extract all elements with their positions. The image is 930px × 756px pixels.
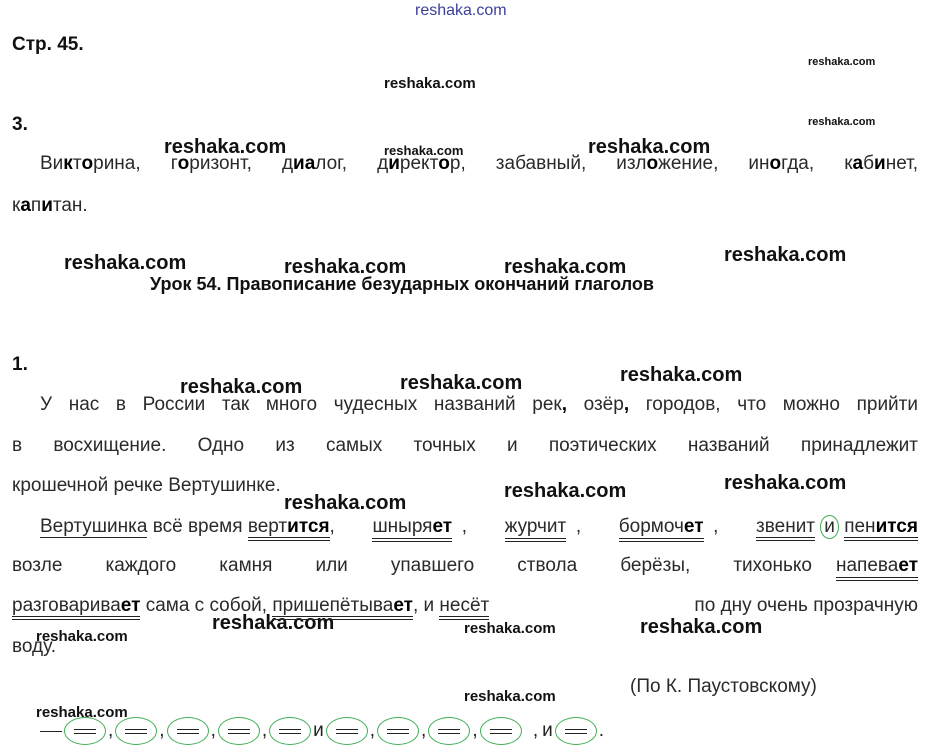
text-fragment: возле каждого камня или упавшего ствола берёзы, тихонько	[12, 555, 812, 576]
text-fragment: Ви	[40, 153, 64, 174]
line-6-start: разговаривает сама с собой, пришепётывает, и несёт	[12, 595, 489, 617]
predicate-oval	[64, 717, 106, 745]
watermark: reshaka.com	[36, 704, 128, 721]
exercise-1-line-2	[12, 435, 918, 457]
watermark: reshaka.com	[36, 628, 128, 645]
bold-letter: а	[852, 153, 864, 174]
exercise-3-line-1	[40, 153, 918, 175]
watermark: reshaka.com	[504, 256, 627, 278]
subject-dash	[40, 731, 62, 732]
line-4-end	[756, 515, 918, 539]
predicate-oval	[555, 717, 597, 745]
watermark: reshaka.com	[724, 472, 847, 494]
bold-letter: а	[20, 195, 31, 216]
watermark: reshaka.com	[64, 252, 187, 274]
watermark: reshaka.com	[384, 143, 464, 158]
text-fragment: жение, ин	[658, 153, 770, 174]
text-fragment: всё время	[147, 516, 248, 537]
exercise-1-line-3: крошечной речке Вертушинке.	[12, 475, 281, 496]
predicate-vertitsya: вертится	[248, 516, 330, 541]
watermark: reshaka.com	[724, 244, 847, 266]
text-fragment: рект	[399, 153, 439, 174]
watermark: reshaka.com	[640, 616, 763, 638]
watermark: reshaka.com	[180, 376, 303, 398]
exercise-1-line-6	[12, 595, 918, 617]
watermark: reshaka.com	[504, 480, 627, 502]
text-fragment: п	[30, 195, 42, 216]
source-attribution: (По К. Паустовскому)	[630, 676, 817, 697]
bold-comma: ,	[561, 394, 567, 415]
text-fragment: городов, что можно прийти	[629, 394, 918, 415]
line-4-start: Вертушинка всё время вертится,	[40, 516, 335, 538]
sentence-scheme: , , , , и , , , , и .	[40, 716, 606, 746]
bold-letter: к	[63, 153, 73, 174]
watermark: reshaka.com	[808, 56, 876, 68]
predicate-oval	[428, 717, 470, 745]
exercise-1-line-5	[12, 555, 918, 581]
watermark: reshaka.com	[588, 136, 711, 158]
text-fragment: в восхищение. Одно из самых точных и поэтических названий принадлежит	[12, 435, 918, 456]
watermark-top: reshaka.com	[415, 2, 507, 19]
predicate-bormochet: бормочет	[619, 516, 704, 542]
exercise-3-line-2	[12, 195, 88, 217]
bold-letter: о	[177, 153, 190, 174]
watermark: reshaka.com	[284, 492, 407, 514]
watermark: reshaka.com	[212, 612, 335, 634]
text-fragment: У нас в России так много чудесных названий рек	[40, 394, 562, 415]
predicate-prishepetyvaet: пришепётывает	[272, 595, 413, 620]
text-fragment: озёр	[566, 394, 624, 415]
exercise-1-line-4: Вертушинка всё время вертится, шныряет , журчит , бормочет , звенит и пенится	[40, 515, 918, 542]
text-fragment: гда, к	[781, 153, 853, 174]
watermark: reshaka.com	[464, 688, 556, 705]
predicate-oval	[377, 717, 419, 745]
predicate-oval	[326, 717, 368, 745]
lesson-title: Урок 54. Правописание безударных окончаний глаголов	[150, 274, 654, 294]
predicate-oval	[269, 717, 311, 745]
watermark: reshaka.com	[164, 136, 287, 158]
text-fragment: к	[12, 195, 21, 216]
watermark: reshaka.com	[384, 75, 476, 92]
text-fragment: ризонт, д	[189, 153, 294, 174]
exercise-3-number: 3.	[12, 114, 28, 135]
watermark: reshaka.com	[620, 364, 743, 386]
predicate-razgovarivaet: разговаривает	[12, 595, 140, 620]
bold-comma: ,	[623, 394, 630, 415]
text-fragment: по дну очень прозрачную	[689, 595, 918, 616]
predicate-nesyot: несёт	[439, 595, 489, 620]
text-fragment: рина, г	[93, 153, 178, 174]
watermark: reshaka.com	[284, 256, 407, 278]
conjunction-circled: и	[820, 515, 839, 539]
exercise-1-number: 1.	[12, 354, 28, 375]
predicate-penitsya: пенится	[844, 516, 918, 541]
text-fragment: нет,	[885, 153, 919, 174]
watermark: reshaka.com	[808, 116, 876, 128]
predicate-zvenit: звенит	[756, 516, 815, 541]
predicate-oval	[480, 717, 522, 745]
text-fragment: т	[72, 153, 82, 174]
text-fragment: лог, д	[315, 153, 389, 174]
page-number-heading: Стр. 45.	[12, 34, 84, 55]
watermark: reshaka.com	[464, 620, 556, 637]
text-fragment: тан.	[52, 195, 88, 216]
exercise-1-line-7: воду.	[12, 636, 56, 657]
predicate-shnyryaet: шныряет	[372, 516, 452, 542]
bold-letter: иа	[293, 153, 316, 174]
bold-letter: о	[646, 153, 659, 174]
text-fragment: б	[863, 153, 875, 174]
predicate-zhurchit: журчит	[505, 516, 567, 542]
predicate-oval	[167, 717, 209, 745]
bold-letter: о	[438, 153, 450, 174]
predicate-oval	[218, 717, 260, 745]
bold-letter: и	[388, 153, 400, 174]
bold-letter: и	[41, 195, 53, 216]
predicate-napevaet: напевает	[836, 555, 918, 581]
watermark: reshaka.com	[400, 372, 523, 394]
bold-letter: и	[874, 153, 886, 174]
bold-letter: о	[769, 153, 782, 174]
text-fragment: р, забавный, изл	[449, 153, 647, 174]
exercise-1-line-1	[40, 394, 918, 416]
subject-word: Вертушинка	[40, 516, 148, 537]
predicate-oval	[115, 717, 157, 745]
bold-letter: о	[81, 153, 94, 174]
